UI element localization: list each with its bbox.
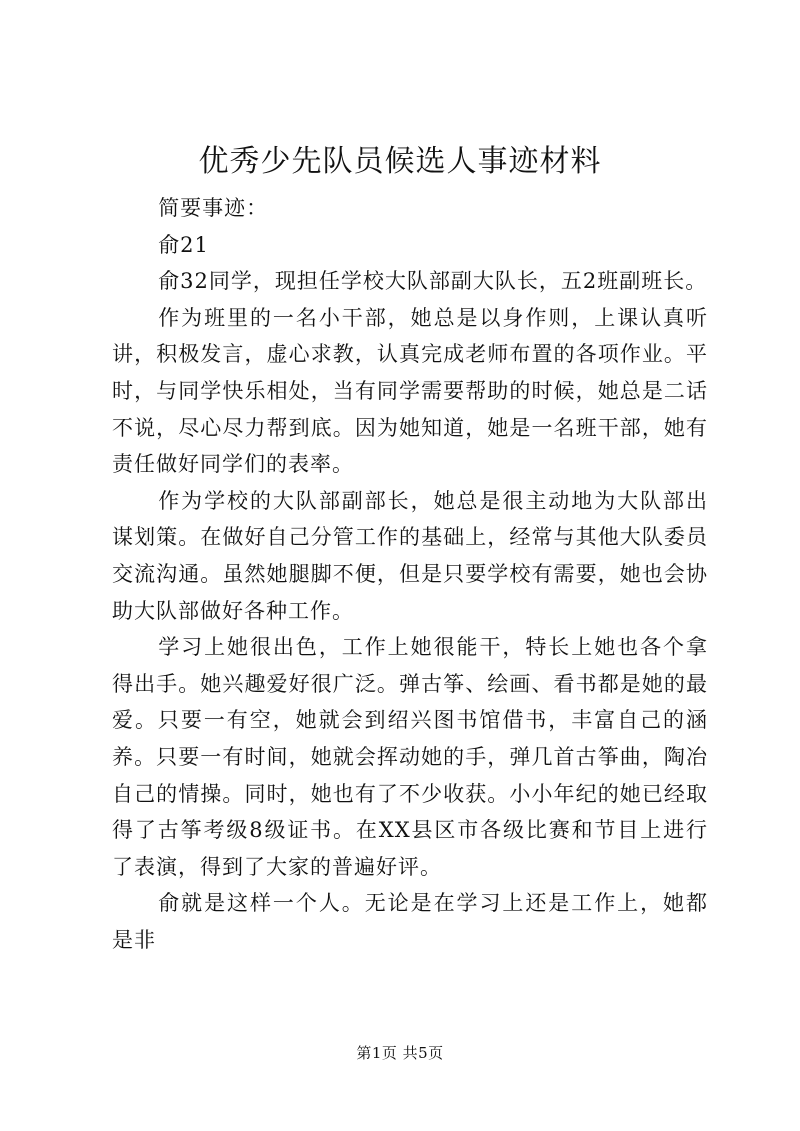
page-footer: 第1页 共5页 [356,1044,444,1062]
paragraph-closing: 俞就是这样一个人。无论是在学习上还是工作上，她都是非 [112,891,708,952]
paragraph-study-hobbies: 学习上她很出色，工作上她很能干，特长上她也各个拿得出手。她兴趣爱好很广泛。弹古筝、绘画、看书都是她的最爱。只要一有空，她就会到绍兴图书馆借书，丰富自己的涵养。只要一有时间，她就会挥动她的手，弹几首古筝曲，陶冶自己的情操。同时，她也有了不少收获。小小年纪的她已经取得了古筝考级8级证书。在XX县区市各级比赛和节目上进行了表演，得到了大家的普遍好评。 [112,635,708,879]
paragraph-brigade-role: 作为学校的大队部副部长，她总是很主动地为大队部出谋划策。在做好自己分管工作的基础上，经常与其他大队委员交流沟通。虽然她腿脚不便，但是只要学校有需要，她也会协助大队部做好各种工作。 [112,488,708,623]
paragraph-intro: 俞32同学，现担任学校大队部副大队长，五2班副班长。 [158,269,708,294]
paragraph-name-line: 俞21 [158,232,209,257]
document-body [112,190,708,958]
paragraph-class-cadre: 作为班里的一名小干部，她总是以身作则，上课认真听讲，积极发言，虚心求教，认真完成老师布置的各项作业。平时，与同学快乐相处，当有同学需要帮助的时候，她总是二话不说，尽心尽力帮到底。因为她知道，她是一名班干部，她有责任做好同学们的表率。 [112,305,708,477]
paragraph-summary-heading: 简要事迹： [158,196,269,220]
document-title: 优秀少先队员候选人事迹材料 [198,144,602,179]
